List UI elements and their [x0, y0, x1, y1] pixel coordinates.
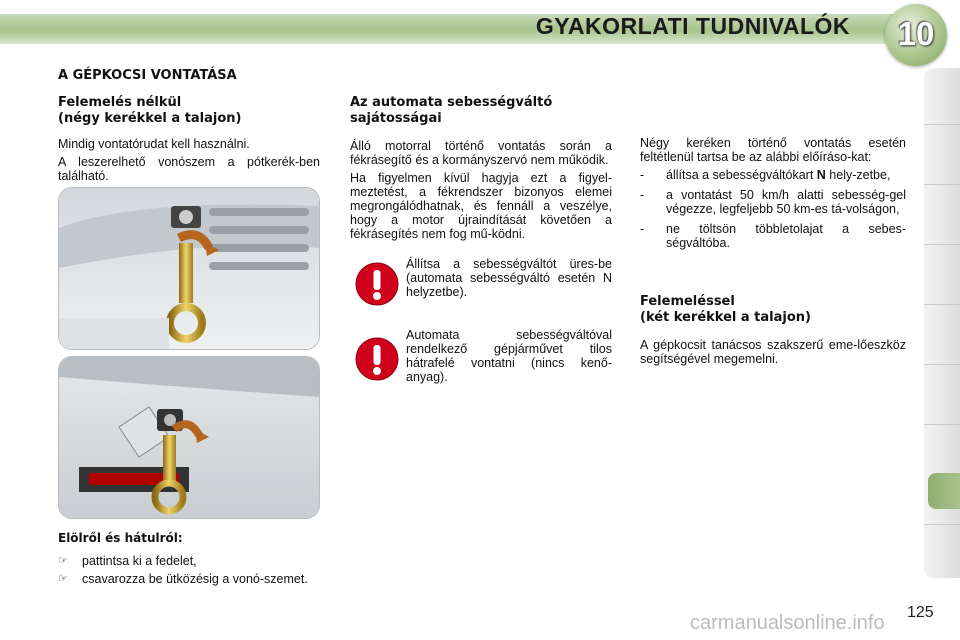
pointing-hand-icon: ☞	[58, 573, 68, 585]
tab-divider	[924, 244, 960, 245]
tab-divider	[924, 304, 960, 305]
chapter-number-badge	[885, 4, 947, 66]
paragraph: A leszerelhető vonószem a pótkerék-ben található.	[58, 155, 320, 183]
front-rear-instructions	[58, 530, 320, 590]
heading-with-lift: Felemeléssel (két kerékkel a talajon)	[640, 294, 811, 325]
section-title: A GÉPKOCSI VONTATÁSA	[58, 68, 237, 83]
warning-exclamation-icon	[354, 261, 400, 307]
front-rear-heading: Elölről és hátulról:	[58, 531, 183, 545]
tab-divider	[924, 364, 960, 365]
paragraph: Mindig vontatórudat kell használni.	[58, 137, 250, 151]
front-towing-eye-photo	[58, 187, 320, 350]
column-right	[640, 136, 906, 370]
column-left	[58, 95, 320, 187]
warning-neutral: Állítsa a sebességváltót üres-be (automata sebességváltó esetén N helyzetbe).	[350, 257, 612, 317]
heading-no-lift: Felemelés nélkül (négy kerékkel a talajon)	[58, 95, 242, 126]
list-item: - ne töltsön többletolajat a sebes-ségváltóba.	[640, 222, 906, 250]
warning-exclamation-icon	[354, 336, 400, 382]
paragraph: Álló motorral történő vontatás során a fékrásegítő és a kormányszervó nem működik.	[350, 139, 612, 167]
page-header	[0, 0, 960, 58]
chapter-number: 10	[897, 15, 935, 52]
tab-divider	[924, 124, 960, 125]
tab-divider	[924, 184, 960, 185]
paragraph: A gépkocsit tanácsos szakszerű eme-lőeszköz segítségével megemelni.	[640, 338, 906, 366]
heading-automatic-gearbox: Az automata sebességváltó sajátosságai	[350, 95, 553, 126]
tab-divider	[924, 524, 960, 525]
warning-no-reverse-tow: Automata sebességváltóval rendelkező gépjárművet tilos hátrafelé vontatni (nincs kenő-anyag).	[350, 328, 612, 388]
pointing-hand-icon: ☞	[58, 555, 68, 567]
paragraph: Ha figyelmen kívül hagyja ezt a figyel-meztetést, a fékrendszer bizonyos elemei megrongálódhatnak, és fennáll a veszélye, hogy a motor újraindítását követően a fékrásegítés nem fog mű-ködni.	[350, 171, 612, 241]
list-item: - állítsa a sebességváltókart N hely-zetbe,	[640, 168, 891, 182]
page-number: 125	[907, 604, 934, 621]
tab-divider	[924, 424, 960, 425]
rear-towing-eye-photo	[58, 356, 320, 519]
list-item: ☞ csavarozza be ütközésig a vonó-szemet.	[58, 572, 308, 586]
chapter-title: GYAKORLATI TUDNIVALÓK	[535, 13, 850, 39]
side-tab-active-chapter[interactable]	[928, 473, 960, 509]
list-item: - a vontatást 50 km/h alatti sebesség-gel végezze, legfeljebb 50 km-es tá-volságon,	[640, 188, 906, 216]
column-middle	[350, 95, 612, 245]
watermark: carmanualsonline.info	[690, 612, 885, 634]
paragraph: Négy keréken történő vontatás esetén feltétlenül tartsa be az alábbi előíráso-kat:	[640, 136, 906, 164]
list-item: ☞ pattintsa ki a fedelet,	[58, 554, 197, 568]
